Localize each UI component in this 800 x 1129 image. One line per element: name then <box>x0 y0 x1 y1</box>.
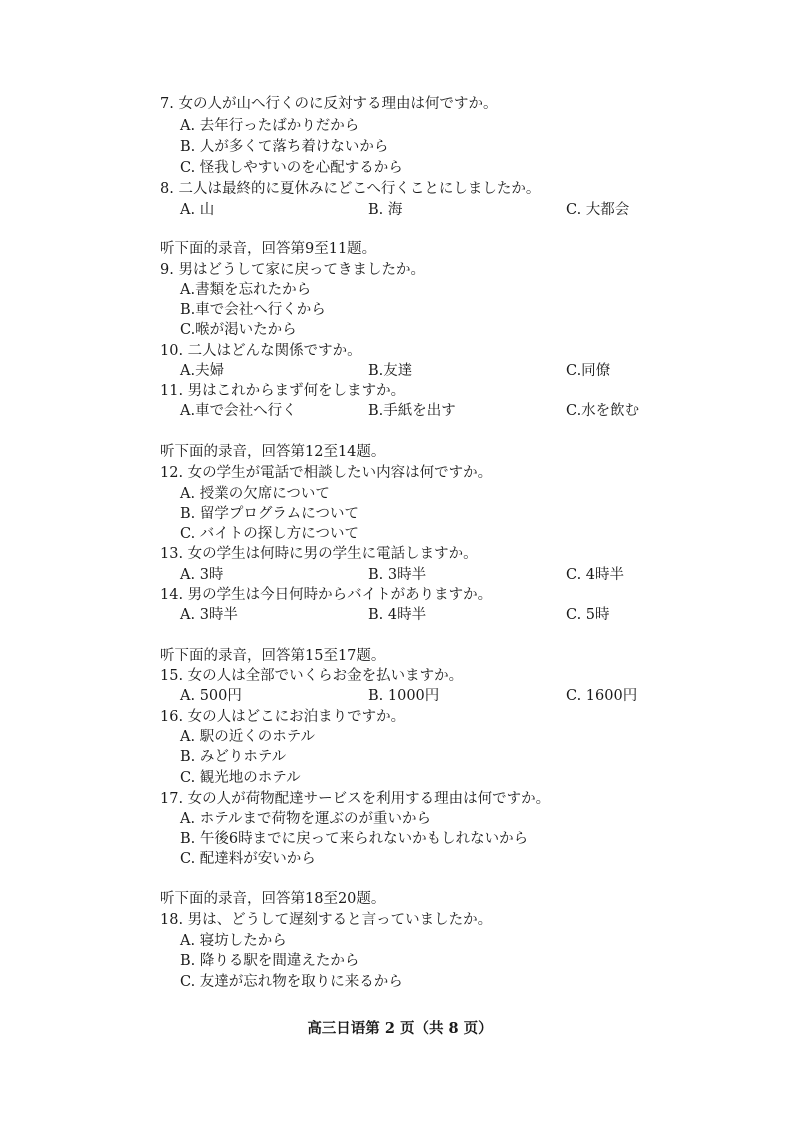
question-8-option-c: C. 大都会 <box>566 202 630 218</box>
question-11-option-c: C.水を飲む <box>566 403 640 419</box>
question-16: 16. 女の人はどこにお泊まりですか。 <box>160 709 406 725</box>
question-10: 10. 二人はどんな関係ですか。 <box>160 343 362 359</box>
question-10-option-a: A.夫婦 <box>180 363 225 379</box>
question-7: 7. 女の人が山へ行くのに反対する理由は何ですか。 <box>160 96 498 112</box>
question-15-option-c: C. 1600円 <box>566 688 638 704</box>
question-10-option-b: B.友達 <box>368 363 413 379</box>
question-16-option-b: B. みどりホテル <box>180 749 287 765</box>
section-heading-9-11: 听下面的录音，回答第9至11题。 <box>160 241 377 257</box>
question-10-option-c: C.同僚 <box>566 363 611 379</box>
question-18-option-a: A. 寝坊したから <box>180 933 287 949</box>
question-12: 12. 女の学生が電話で相談したい内容は何ですか。 <box>160 465 493 481</box>
question-13-option-b: B. 3時半 <box>368 567 427 583</box>
question-13-option-c: C. 4時半 <box>566 567 625 583</box>
question-11-option-a: A.車で会社へ行く <box>180 403 297 419</box>
question-9-option-b: B.車で会社へ行くから <box>180 302 326 318</box>
question-7-option-a: A. 去年行ったばかりだから <box>180 118 360 134</box>
question-17-option-a: A. ホテルまで荷物を運ぶのが重いから <box>180 811 431 827</box>
question-13-option-a: A. 3時 <box>180 567 224 583</box>
question-9: 9. 男はどうして家に戻ってきましたか。 <box>160 262 425 278</box>
question-15-option-b: B. 1000円 <box>368 688 440 704</box>
question-8: 8. 二人は最終的に夏休みにどこへ行くことにしましたか。 <box>160 181 541 197</box>
question-18-option-c: C. 友達が忘れ物を取りに来るから <box>180 974 403 990</box>
question-18-option-b: B. 降りる駅を間違えたから <box>180 953 360 969</box>
question-14-option-c: C. 5時 <box>566 607 610 623</box>
section-heading-18-20: 听下面的录音，回答第18至20题。 <box>160 891 386 907</box>
question-14-option-b: B. 4時半 <box>368 607 427 623</box>
question-12-option-a: A. 授業の欠席について <box>180 486 330 502</box>
question-9-option-a: A.書類を忘れたから <box>180 282 312 298</box>
question-14: 14. 男の学生は今日何時からバイトがありますか。 <box>160 587 493 603</box>
question-12-option-b: B. 留学プログラムについて <box>180 506 359 522</box>
question-15-option-a: A. 500円 <box>180 688 242 704</box>
page-footer: 高三日语第 2 页（共 8 页） <box>307 1020 493 1037</box>
question-11-option-b: B.手紙を出す <box>368 403 456 419</box>
question-7-option-c: C. 怪我しやすいのを心配するから <box>180 160 403 176</box>
question-17-option-b: B. 午後6時までに戻って来られないかもしれないから <box>180 831 529 847</box>
question-14-option-a: A. 3時半 <box>180 607 238 623</box>
question-17-option-c: C. 配達料が安いから <box>180 851 316 867</box>
question-12-option-c: C. バイトの探し方について <box>180 526 360 542</box>
question-8-option-a: A. 山 <box>180 202 215 218</box>
question-16-option-a: A. 駅の近くのホテル <box>180 729 315 745</box>
question-11: 11. 男はこれからまず何をしますか。 <box>160 383 406 399</box>
question-16-option-c: C. 観光地のホテル <box>180 770 301 786</box>
question-18: 18. 男は、どうして遅刻すると言っていましたか。 <box>160 912 493 928</box>
question-9-option-c: C.喉が渇いたから <box>180 322 297 338</box>
section-heading-15-17: 听下面的录音，回答第15至17题。 <box>160 648 386 664</box>
section-heading-12-14: 听下面的录音，回答第12至14题。 <box>160 444 386 460</box>
question-13: 13. 女の学生は何時に男の学生に電話しますか。 <box>160 546 478 562</box>
question-7-option-b: B. 人が多くて落ち着けないから <box>180 139 389 155</box>
question-15: 15. 女の人は全部でいくらお金を払いますか。 <box>160 668 464 684</box>
question-17: 17. 女の人が荷物配達サービスを利用する理由は何ですか。 <box>160 791 551 807</box>
question-8-option-b: B. 海 <box>368 202 403 218</box>
